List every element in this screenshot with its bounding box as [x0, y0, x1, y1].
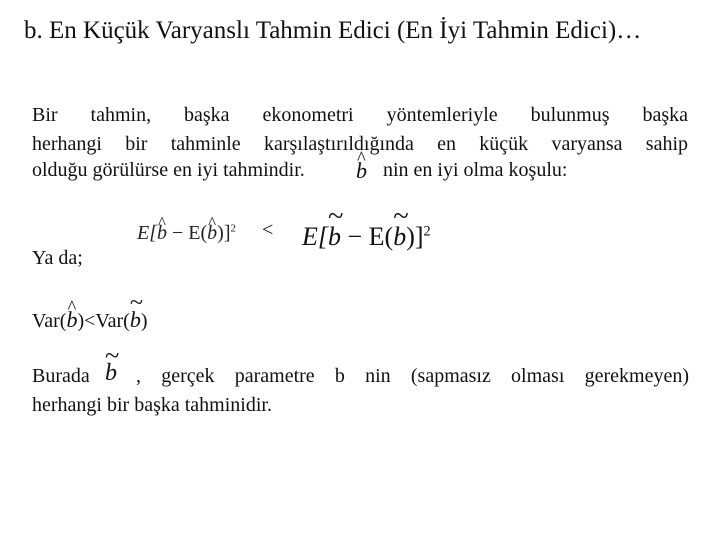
burada-line-2: herhangi bir başka tahminidir.	[32, 394, 272, 416]
paragraph-line-3b: nin en iyi olma koşulu:	[383, 159, 568, 181]
b-tilde-inline: ~ b	[105, 360, 117, 387]
paragraph-line-3a: olduğu görülürse en iyi tahmindir.	[32, 159, 305, 181]
ya-da-label: Ya da;	[32, 247, 83, 269]
inequality-lhs: E[^ b − E(^ b)]$^2$	[137, 222, 236, 245]
less-than-sign: <	[262, 219, 274, 241]
paragraph-line-1: Bir tahmin, başka ekonometri yöntemleriyle bulunmuş başka	[32, 104, 688, 126]
paragraph-line-2: herhangi bir tahminle karşılaştırıldığında en küçük varyansa sahip	[32, 133, 688, 155]
slide-title: b. En Küçük Varyanslı Tahmin Edici (En İyi Tahmin Edici)…	[24, 17, 642, 44]
inequality-rhs: E[~ b − E(~ b)]$^2$	[302, 222, 431, 252]
burada-word: Burada	[32, 365, 90, 387]
b-hat-inline: ^ b	[356, 158, 367, 184]
burada-rest-line-1: , gerçek parametre b nin (sapmasız olması gerekmeyen)	[136, 365, 689, 387]
variance-comparison: Var(^ b)<Var(~ b)	[32, 307, 147, 333]
